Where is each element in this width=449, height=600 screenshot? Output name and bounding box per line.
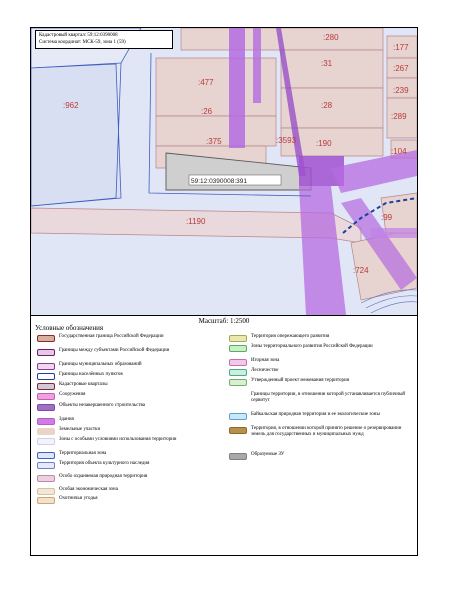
cadastral-map[interactable] xyxy=(31,28,417,316)
label-724: :724 xyxy=(353,266,369,275)
label-477: :477 xyxy=(198,78,214,87)
legend-label: Объекты незавершенного строительства xyxy=(59,403,146,408)
legend-label: Кадастровые кварталы xyxy=(59,382,108,387)
advanced-development-icon xyxy=(229,335,247,342)
cadastral-quarter-text: Кадастровый квартал: 59:12:0390008 xyxy=(39,33,118,38)
legend-label: Игорная зона xyxy=(251,358,280,363)
label-3593: :3593 xyxy=(276,136,297,145)
scale-label: Масштаб: 1:2500 xyxy=(198,317,250,325)
land-plot-icon xyxy=(37,428,55,435)
label-267: :267 xyxy=(393,64,409,73)
legend-label: Границы территории, в отношении которой устанавливается публичный сервитут xyxy=(251,392,406,403)
legend-label: Лесничество xyxy=(251,368,279,373)
label-28: :28 xyxy=(321,101,333,110)
survey-project-icon xyxy=(229,379,247,386)
subject-border-icon xyxy=(37,349,55,356)
legend-label: Границы между субъектами Российской Федерации xyxy=(59,348,170,353)
legend-label: Сооружения xyxy=(59,392,86,397)
label-31: :31 xyxy=(321,59,333,68)
label-391: 59:12:0390008:391 xyxy=(191,178,248,185)
reservation-area-icon xyxy=(229,427,247,434)
label-26: :26 xyxy=(201,107,213,116)
map-sheet xyxy=(30,27,418,556)
municipal-border-icon xyxy=(37,363,55,370)
legend-title: Условные обозначения xyxy=(35,324,104,332)
cadastral-info-box xyxy=(35,30,173,49)
legend-label: Зоны с особыми условиями использования территории xyxy=(59,437,177,442)
territorial-zone-icon xyxy=(37,452,55,459)
label-99: :99 xyxy=(381,213,393,222)
legend-label: Территория, в отношении которой принято решение о резервировании земель для государственных и муниципальных нужд xyxy=(251,426,402,437)
legend-label: Земельные участки xyxy=(59,427,101,432)
gambling-zone-icon xyxy=(229,359,247,366)
legend-label: Территориальная зона xyxy=(59,451,107,456)
settlement-border-icon xyxy=(37,373,55,380)
label-289: :289 xyxy=(391,112,407,121)
map-canvas[interactable] xyxy=(31,28,417,315)
object-zone-icon xyxy=(229,453,247,460)
special-zone-icon xyxy=(37,438,55,445)
label-239: :239 xyxy=(393,86,409,95)
label-177: :177 xyxy=(393,43,409,52)
easement-border-icon xyxy=(229,393,247,400)
coordinate-system-text: Система координат: МСК-59, зона 1 (59) xyxy=(39,39,126,45)
cultural-heritage-icon xyxy=(37,462,55,469)
hunting-land-icon xyxy=(37,497,55,504)
baikal-area-icon xyxy=(229,413,247,420)
unfinished-construction-icon xyxy=(37,404,55,411)
zone-west xyxy=(31,64,121,206)
legend-label: Государственная граница Российской Федерации xyxy=(59,334,164,339)
cadastral-quarter-icon xyxy=(37,383,55,390)
building-icon xyxy=(37,418,55,425)
structure-vertical-north-2[interactable] xyxy=(253,28,261,103)
legend-label: Охотничьи угодья xyxy=(59,496,98,501)
legend-label: Байкальская природная территория и ее экологические зоны xyxy=(251,412,380,417)
legend-label: Территория объекта культурного наследия xyxy=(59,461,150,466)
legend-label: Утвержденный проект межевания территории xyxy=(251,378,350,383)
legend-label: Особая экономическая зона xyxy=(59,487,118,492)
label-104: :104 xyxy=(391,147,407,156)
label-190: :190 xyxy=(316,139,332,148)
label-280: :280 xyxy=(323,33,339,42)
structure-vertical-north[interactable] xyxy=(229,28,245,148)
forestry-icon xyxy=(229,369,247,376)
legend-label: Границы муниципальных образований xyxy=(59,362,142,367)
legend-label: Территория опережающего развития xyxy=(251,334,330,339)
legend-label: Образуемые ЗУ xyxy=(251,452,285,457)
legend-label: Границы населённых пунктов xyxy=(59,372,123,377)
label-1190: :1190 xyxy=(186,217,206,226)
legend-label: Особо охраняемая природная территория xyxy=(59,474,148,479)
legend-label: Здания xyxy=(59,417,74,422)
protected-area-icon xyxy=(37,475,55,482)
legend-label: Зоны территориального развития Российской Федерации xyxy=(251,344,373,349)
economic-zone-icon xyxy=(37,488,55,495)
structure-east-strip[interactable] xyxy=(371,228,417,238)
territorial-development-icon xyxy=(229,345,247,352)
label-375: :375 xyxy=(206,137,222,146)
structure-icon xyxy=(37,393,55,400)
label-962: :962 xyxy=(63,101,79,110)
state-border-icon xyxy=(37,335,55,342)
parcel-31[interactable] xyxy=(281,50,383,88)
